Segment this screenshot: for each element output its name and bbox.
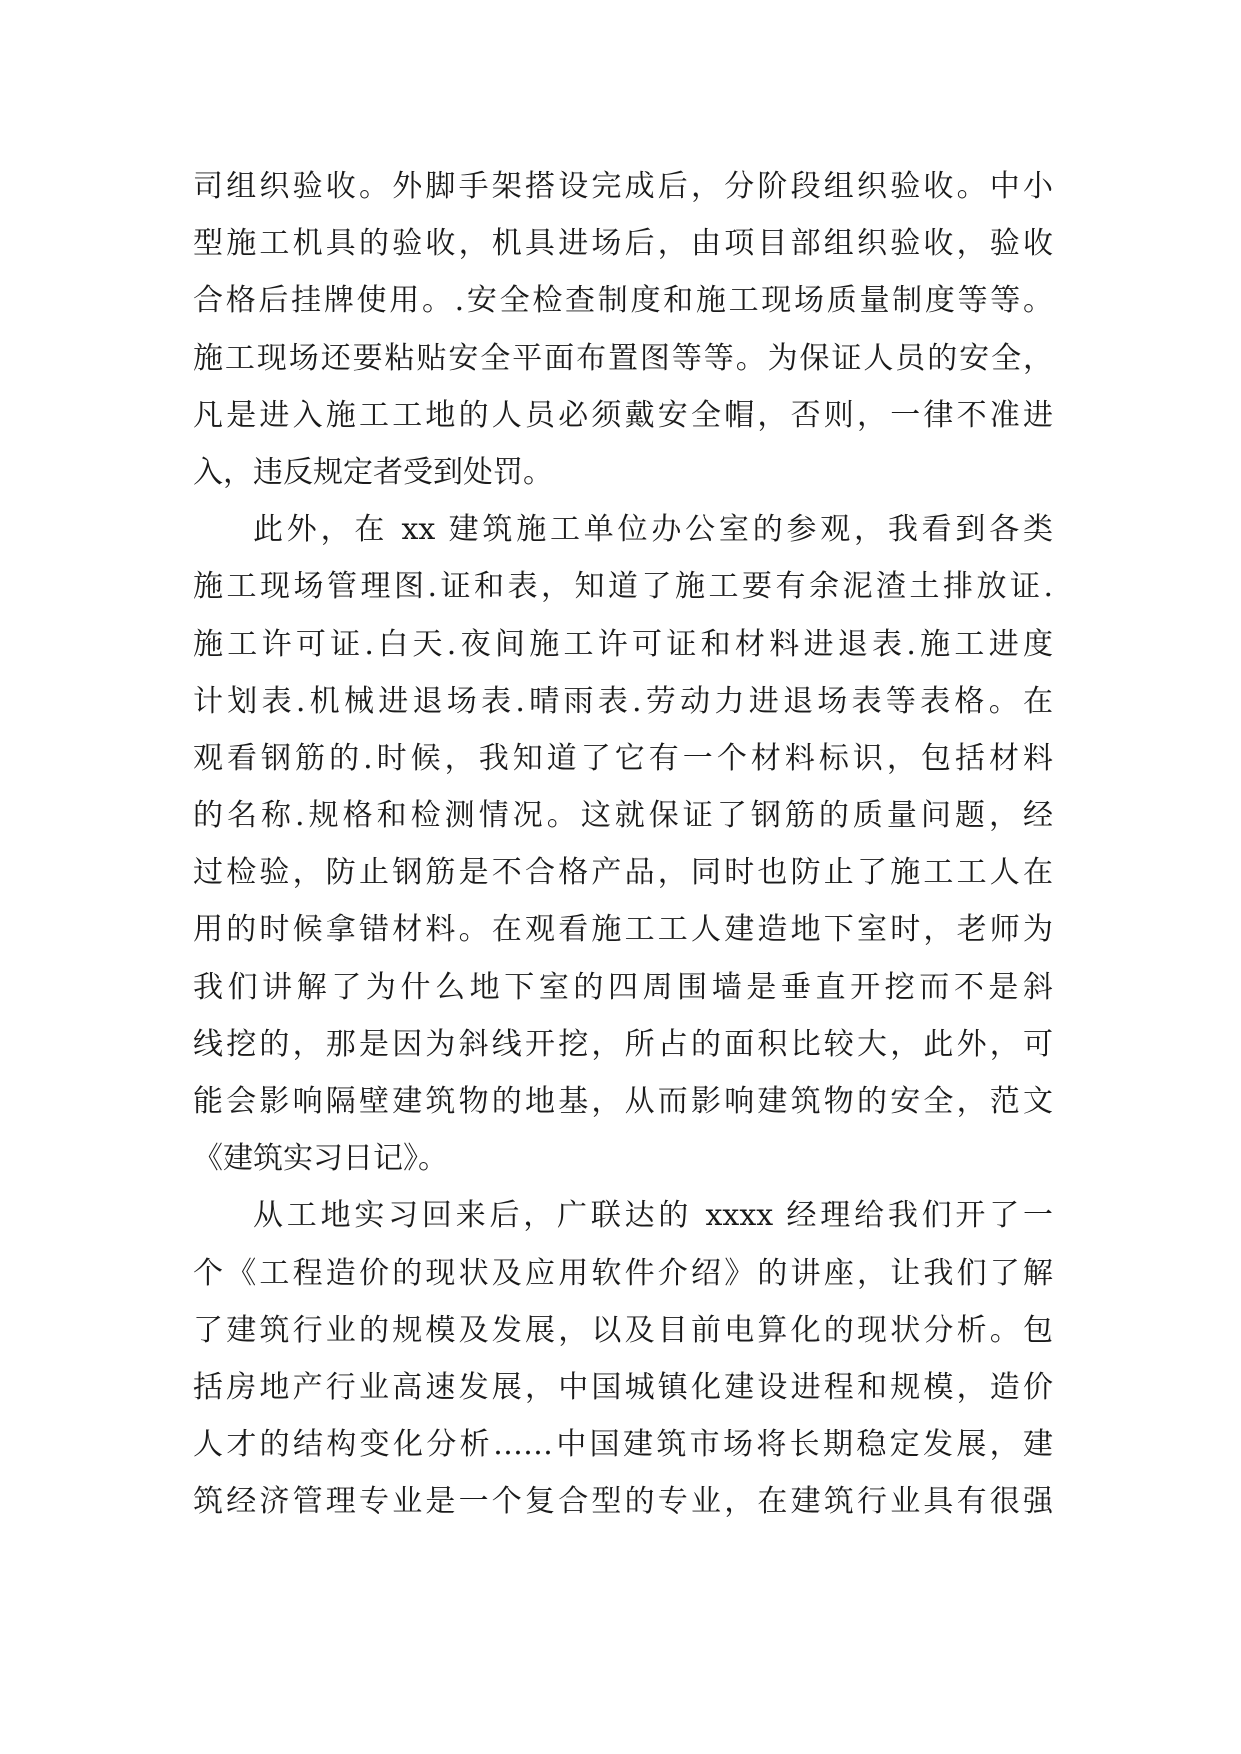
text-line: 我们讲解了为什么地下室的四周围墙是垂直开挖而不是斜 xyxy=(193,969,1053,1005)
text-line: 计划表.机械进退场表.晴雨表.劳动力进退场表等表格。在 xyxy=(193,683,1053,719)
text-line: 线挖的，那是因为斜线开挖，所占的面积比较大，此外，可 xyxy=(193,1026,1053,1062)
text-line: 施工许可证.白天.夜间施工许可证和材料进退表.施工进度 xyxy=(193,626,1053,662)
text-line: 凡是进入施工工地的人员必须戴安全帽，否则，一律不准进 xyxy=(193,397,1053,433)
text-line: 筑经济管理专业是一个复合型的专业，在建筑行业具有很强 xyxy=(193,1484,1053,1520)
text-line: 施工现场还要粘贴安全平面布置图等等。为保证人员的安全， xyxy=(193,340,1053,376)
document-body xyxy=(193,158,1053,1531)
paragraph-2 xyxy=(193,501,1053,1187)
text-line: 个《工程造价的现状及应用软件介绍》的讲座，让我们了解 xyxy=(193,1255,1053,1291)
paragraph-1 xyxy=(193,158,1053,501)
text-line: 的名称.规格和检测情况。这就保证了钢筋的质量问题，经 xyxy=(193,798,1053,834)
text-line: 型施工机具的验收，机具进场后，由项目部组织验收，验收 xyxy=(193,226,1053,262)
text-line: 用的时候拿错材料。在观看施工工人建造地下室时，老师为 xyxy=(193,912,1053,948)
text-line: 人才的结构变化分析……中国建筑市场将长期稳定发展，建 xyxy=(193,1427,1053,1463)
text-line: 括房地产行业高速发展，中国城镇化建设进程和规模，造价 xyxy=(193,1369,1053,1405)
text-line: 观看钢筋的.时候，我知道了它有一个材料标识，包括材料 xyxy=(193,740,1053,776)
text-line: 了建筑行业的规模及发展，以及目前电算化的现状分析。包 xyxy=(193,1312,1053,1348)
text-line: 施工现场管理图.证和表，知道了施工要有余泥渣土排放证. xyxy=(193,569,1053,605)
text-line: 入，违反规定者受到处罚。 xyxy=(193,454,553,490)
text-line: 合格后挂牌使用。.安全检查制度和施工现场质量制度等等。 xyxy=(193,283,1053,319)
text-line: 《建筑实习日记》。 xyxy=(193,1141,448,1177)
text-line: 过检验，防止钢筋是不合格产品，同时也防止了施工工人在 xyxy=(193,855,1053,891)
text-line: 司组织验收。外脚手架搭设完成后，分阶段组织验收。中小 xyxy=(193,169,1053,204)
paragraph-3 xyxy=(193,1187,1053,1530)
text-line: 从工地实习回来后，广联达的 xxxx 经理给我们开了一 xyxy=(253,1198,1053,1234)
text-line: 此外，在 xx 建筑施工单位办公室的参观，我看到各类 xyxy=(253,512,1053,548)
text-line: 能会影响隔壁建筑物的地基，从而影响建筑物的安全，范文 xyxy=(193,1084,1053,1119)
